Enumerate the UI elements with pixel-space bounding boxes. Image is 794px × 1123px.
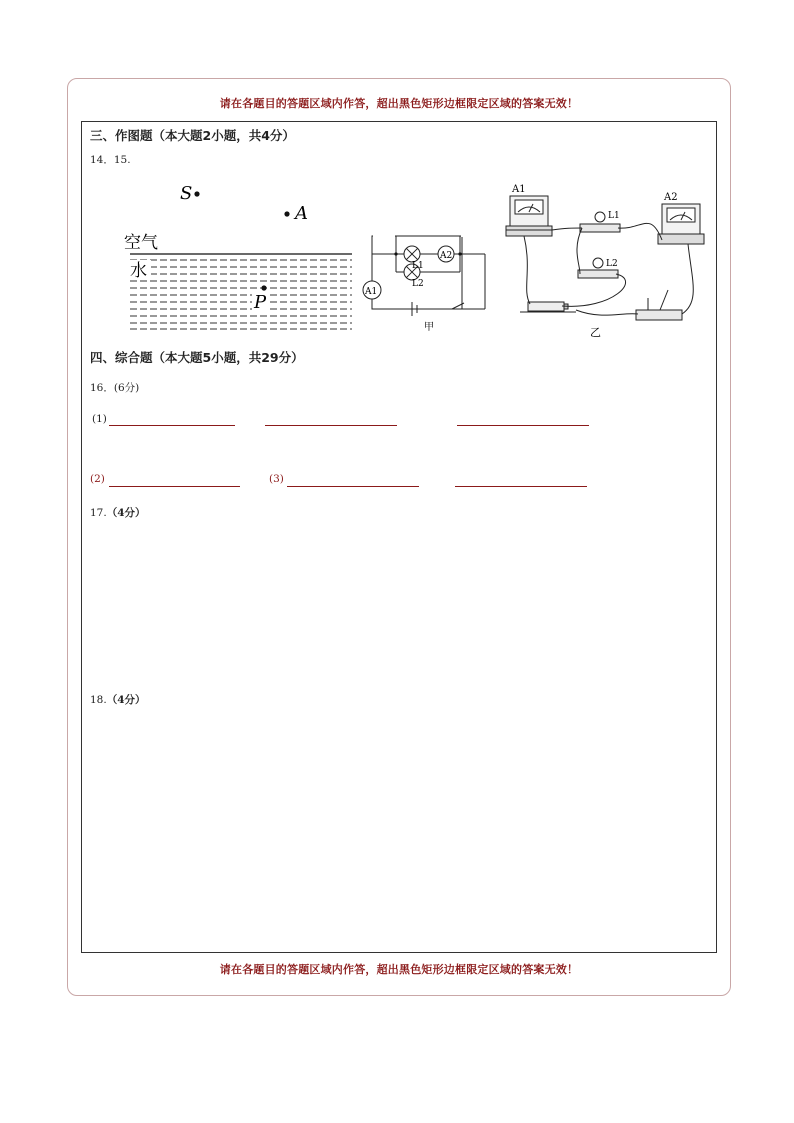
q18-num: 18. [90, 694, 107, 706]
q18-answer-area[interactable] [90, 710, 708, 940]
yi-lamp-l2-label: L2 [606, 259, 618, 269]
figure-jia-caption: 甲 [424, 322, 434, 333]
answer-area-box [81, 121, 717, 953]
air-label: 空气 [124, 233, 158, 253]
answer-sheet [67, 78, 731, 996]
yi-ammeter-a2-label: A2 [664, 192, 678, 203]
q16-blank2-label: (2) [90, 473, 105, 485]
section4-title: 四、综合题（本大题5小题，共29分） [90, 350, 304, 365]
q16-blank1-line[interactable] [109, 425, 235, 426]
q16-blank3b-line[interactable] [455, 486, 587, 487]
top-notice: 请在各题目的答题区域内作答，超出黑色矩形边框限定区域的答案无效！ [219, 97, 579, 110]
point-s-label: S [180, 183, 193, 204]
q14-15-label: 14．15. [90, 154, 131, 166]
yi-ammeter-a1-label: A1 [512, 184, 526, 195]
figure-yi-caption: 乙 [590, 326, 601, 339]
q16-blank2-line[interactable] [109, 486, 240, 487]
q16-blank3-label: (3) [269, 473, 284, 485]
q16-blank1b-line[interactable] [265, 425, 397, 426]
point-a-label: A [295, 203, 308, 224]
q16-blank3-line[interactable] [287, 486, 419, 487]
water-label: 水 [130, 261, 147, 281]
q18-label [90, 692, 146, 707]
q16-label: 16．(6分) [90, 382, 140, 394]
q17-answer-area[interactable] [90, 522, 708, 682]
ammeter-a1-label: A1 [365, 287, 378, 297]
q17-score: （4分） [106, 507, 146, 519]
lamp-l1-label: L1 [412, 261, 424, 271]
q17-num: 17. [90, 507, 107, 519]
yi-lamp-l1-label: L1 [608, 211, 620, 221]
water-hatching [130, 260, 352, 329]
ammeter-a2-label: A2 [440, 251, 453, 261]
q16-blank1c-line[interactable] [457, 425, 589, 426]
section3-title: 三、作图题（本大题2小题，共4分） [90, 128, 295, 143]
point-s-dot [194, 191, 199, 196]
point-a-dot [284, 211, 289, 216]
refraction-figure [112, 174, 362, 334]
q16-blank1-label: (1) [92, 413, 107, 425]
bottom-notice: 请在各题目的答题区域内作答，超出黑色矩形边框限定区域的答案无效！ [219, 963, 579, 976]
lamp-l2-label: L2 [412, 279, 424, 289]
point-p-label: P [254, 292, 267, 313]
q17-label [90, 505, 146, 520]
circuit-diagram-jia [360, 214, 490, 338]
circuit-photo-yi [502, 180, 712, 340]
q18-score: （4分） [106, 694, 146, 706]
point-p-dot [261, 285, 266, 290]
